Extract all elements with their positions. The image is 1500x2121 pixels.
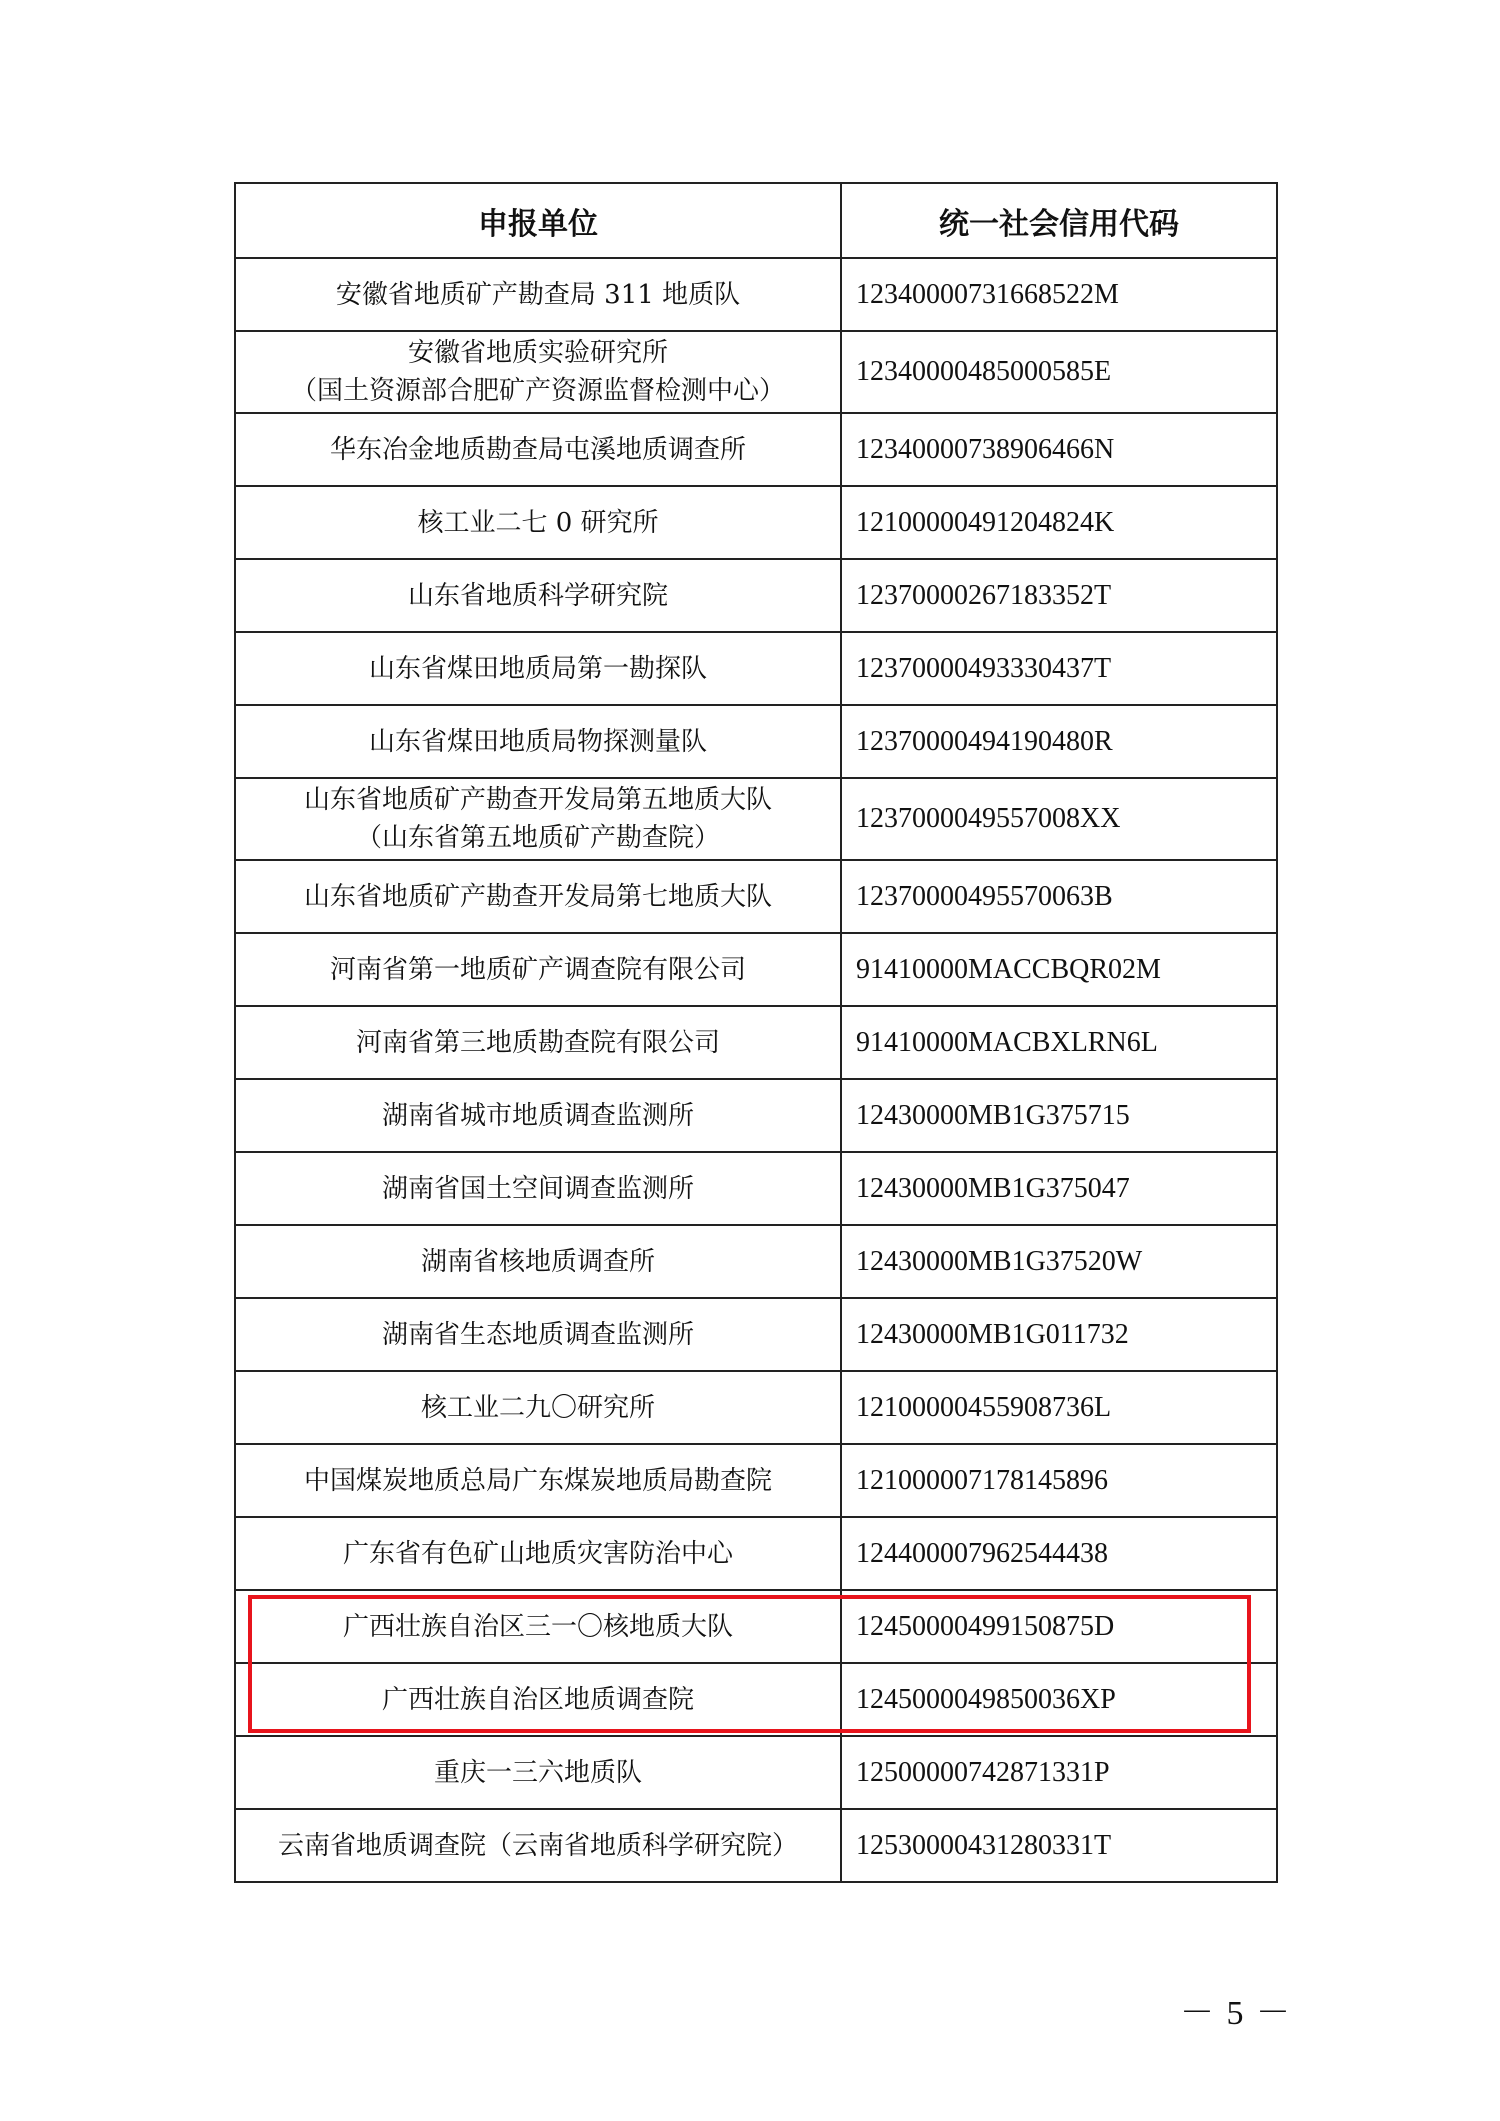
unit-name-line: 山东省煤田地质局物探测量队 (368, 726, 707, 757)
table-row (235, 1517, 1277, 1590)
cell-credit-code: 121000007178145896 (841, 1444, 1277, 1517)
unit-name-line: 湖南省城市地质调查监测所 (381, 1100, 694, 1131)
table-row (235, 1371, 1277, 1444)
cell-unit (235, 1006, 841, 1079)
cell-credit-code: 12370000494190480R (841, 705, 1277, 778)
unit-name-line: 安徽省地质矿产勘查局 311 地质队 (335, 279, 741, 310)
cell-unit (235, 1590, 841, 1663)
cell-unit (235, 933, 841, 1006)
unit-name-line: 山东省地质矿产勘查开发局第五地质大队 (303, 785, 772, 815)
table-header-row (235, 183, 1277, 258)
table-row (235, 1663, 1277, 1736)
cell-credit-code: 12370000267183352T (841, 559, 1277, 632)
cell-credit-code: 12100000455908736L (841, 1371, 1277, 1444)
cell-credit-code: 124400007962544438 (841, 1517, 1277, 1590)
unit-name-line: 云南省地质调查院（云南省地质科学研究院） (277, 1830, 798, 1861)
unit-name-line: 湖南省核地质调查所 (420, 1246, 655, 1277)
cell-credit-code: 12370000495570063B (841, 860, 1277, 933)
unit-name-line: （国土资源部合肥矿产资源监督检测中心） (290, 376, 785, 406)
unit-name-line: （山东省第五地质矿产勘查院） (355, 823, 720, 853)
table-row (235, 486, 1277, 559)
cell-credit-code: 12430000MB1G011732 (841, 1298, 1277, 1371)
cell-unit (235, 486, 841, 559)
cell-credit-code: 12430000MB1G375715 (841, 1079, 1277, 1152)
cell-unit (235, 705, 841, 778)
table-row (235, 331, 1277, 413)
cell-credit-code: 91410000MACCBQR02M (841, 933, 1277, 1006)
unit-name-line: 广西壮族自治区三一〇核地质大队 (342, 1611, 733, 1642)
cell-unit (235, 1225, 841, 1298)
cell-unit (235, 1079, 841, 1152)
cell-unit (235, 1371, 841, 1444)
cell-credit-code: 12370000493330437T (841, 632, 1277, 705)
table-row (235, 860, 1277, 933)
cell-unit (235, 258, 841, 331)
cell-unit (235, 559, 841, 632)
table-row (235, 1006, 1277, 1079)
unit-name-line: 重庆一三六地质队 (433, 1757, 642, 1788)
unit-name-line: 河南省第一地质矿产调查院有限公司 (329, 954, 746, 985)
table-row (235, 559, 1277, 632)
cell-unit (235, 1152, 841, 1225)
table-row (235, 413, 1277, 486)
cell-credit-code: 12340000731668522M (841, 258, 1277, 331)
table-row (235, 1590, 1277, 1663)
cell-credit-code: 12530000431280331T (841, 1809, 1277, 1882)
cell-unit (235, 331, 841, 413)
unit-name-line: 河南省第三地质勘查院有限公司 (355, 1027, 720, 1058)
cell-credit-code: 12500000742871331P (841, 1736, 1277, 1809)
cell-unit (235, 1517, 841, 1590)
cell-unit (235, 632, 841, 705)
unit-name-line: 广西壮族自治区地质调查院 (381, 1684, 694, 1715)
cell-unit (235, 1663, 841, 1736)
cell-credit-code: 1237000049557008XX (841, 778, 1277, 860)
cell-credit-code: 12430000MB1G375047 (841, 1152, 1277, 1225)
unit-name-line: 安徽省地质实验研究所 (407, 338, 668, 368)
unit-name-line: 湖南省生态地质调查监测所 (381, 1319, 694, 1350)
table-row (235, 1225, 1277, 1298)
cell-unit (235, 1809, 841, 1882)
cell-unit (235, 778, 841, 860)
table-row (235, 1298, 1277, 1371)
cell-unit (235, 413, 841, 486)
unit-name-line: 山东省地质科学研究院 (407, 580, 668, 611)
table-row (235, 705, 1277, 778)
credit-code-table (234, 182, 1278, 1883)
table-body (235, 258, 1277, 1882)
table-row (235, 933, 1277, 1006)
header-unit: 申报单位 (235, 183, 841, 258)
table-row (235, 1444, 1277, 1517)
unit-name-line: 核工业二九〇研究所 (420, 1392, 655, 1423)
table-row (235, 258, 1277, 331)
cell-credit-code: 12340000485000585E (841, 331, 1277, 413)
header-code: 统一社会信用代码 (841, 183, 1277, 258)
table-row (235, 1809, 1277, 1882)
cell-credit-code: 12450000499150875D (841, 1590, 1277, 1663)
table-row (235, 1152, 1277, 1225)
cell-credit-code: 1245000049850036XP (841, 1663, 1277, 1736)
unit-name-line: 湖南省国土空间调查监测所 (381, 1173, 694, 1204)
page-number: － 5 － (1180, 1995, 1292, 2032)
cell-credit-code: 12100000491204824K (841, 486, 1277, 559)
cell-unit (235, 1736, 841, 1809)
unit-name-line: 核工业二七 0 研究所 (417, 507, 659, 538)
unit-name-line: 山东省地质矿产勘查开发局第七地质大队 (303, 881, 772, 912)
cell-unit (235, 1444, 841, 1517)
cell-unit (235, 1298, 841, 1371)
table-row (235, 1079, 1277, 1152)
table-row (235, 632, 1277, 705)
cell-credit-code: 12340000738906466N (841, 413, 1277, 486)
unit-name-line: 山东省煤田地质局第一勘探队 (368, 653, 707, 684)
cell-credit-code: 91410000MACBXLRN6L (841, 1006, 1277, 1079)
cell-credit-code: 12430000MB1G37520W (841, 1225, 1277, 1298)
table-row (235, 1736, 1277, 1809)
cell-unit (235, 860, 841, 933)
table-row (235, 778, 1277, 860)
unit-name-line: 广东省有色矿山地质灾害防治中心 (342, 1538, 733, 1569)
unit-name-line: 华东冶金地质勘查局屯溪地质调查所 (329, 434, 746, 465)
unit-name-line: 中国煤炭地质总局广东煤炭地质局勘查院 (303, 1465, 772, 1496)
